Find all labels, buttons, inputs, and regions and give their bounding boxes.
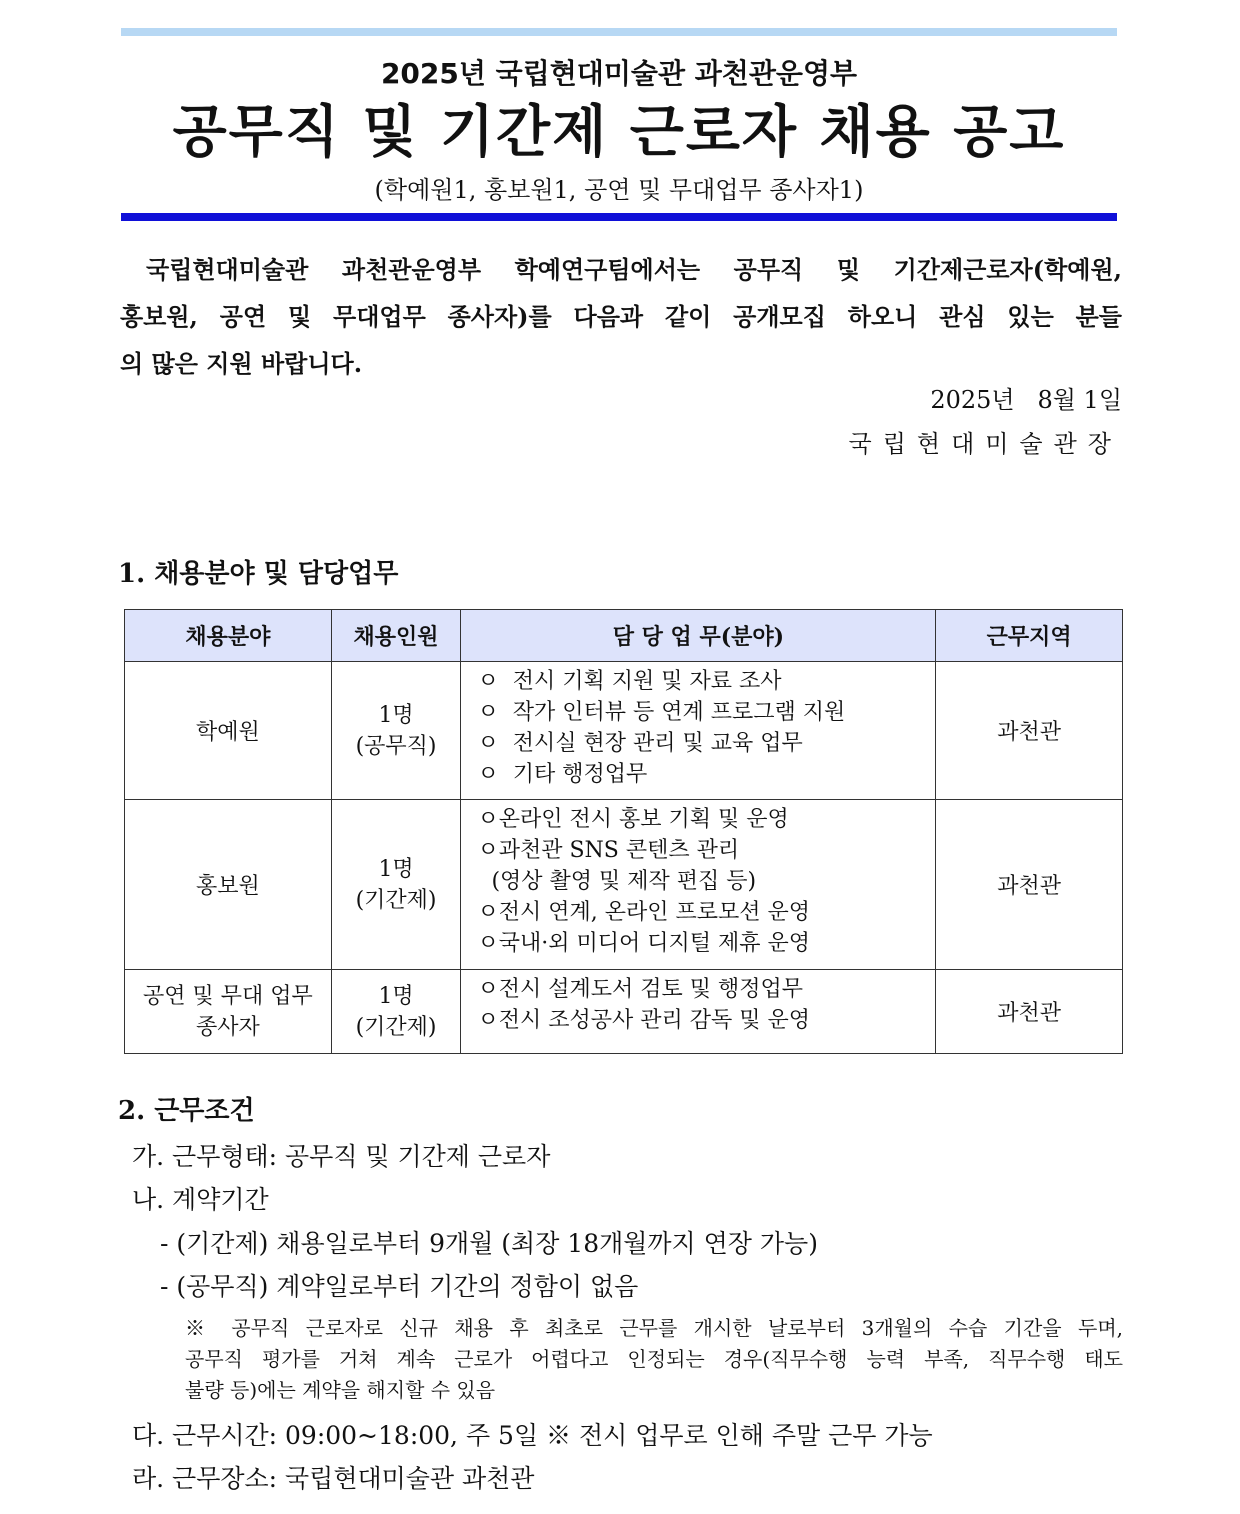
duty-item: ㅇ전시 설계도서 검토 및 행정업무 [477,977,803,1002]
cell-count [331,800,461,970]
intro-line3: 의 많은 지원 바랍니다. [120,349,363,378]
table-header-row [125,610,1123,662]
cell-duties [461,662,936,800]
condition-work-type: 가. 근무형태: 공무직 및 기간제 근로자 [132,1142,551,1171]
duty-item: (영상 촬영 및 제작 편집 등) [477,869,757,894]
announcement-date: 2025년 8월 1일 [930,386,1122,414]
cell-location: 과천관 [936,800,1123,970]
col-header-location: 근무지역 [936,610,1123,662]
jobs-table [124,609,1123,1054]
title-line1: 2025년 국립현대미술관 과천관운영부 [380,57,858,90]
duty-item: ㅇ 작가 인터뷰 등 연계 프로그램 지원 [477,700,846,725]
issuer: 국립현대미술관장 [848,430,1122,458]
count-value: 1명 [378,856,414,882]
header-bottom-bar [121,213,1117,221]
section2-heading: 2. 근무조건 [118,1096,255,1126]
employment-type: (기간제) [355,1014,437,1040]
employment-type: (공무직) [355,733,437,759]
note-line1: ※ 공무직 근로자로 신규 채용 후 최초로 근무를 개시한 날로부터 3개월의 수습 기간을 두며, [185,1316,1123,1340]
cell-count [331,970,461,1054]
duty-item: ㅇ전시 조성공사 관리 감독 및 운영 [477,1008,810,1033]
subtitle: (학예원1, 홍보원1, 공연 및 무대업무 종사자1) [374,176,864,204]
page-title: 공무직 및 기간제 근로자 채용 공고 [172,100,1066,165]
note-line3: 불량 등)에는 계약을 해지할 수 있음 [185,1378,496,1402]
count-value: 1명 [378,702,414,728]
duty-item: ㅇ과천관 SNS 콘텐츠 관리 [477,838,740,863]
condition-contract-period: 나. 계약기간 [132,1185,269,1214]
col-header-duties: 담 당 업 무(분야) [461,610,936,662]
duty-item: ㅇ 기타 행정업무 [477,762,648,787]
cell-field: 학예원 [125,662,332,800]
cell-duties [461,800,936,970]
cell-location: 과천관 [936,970,1123,1054]
contract-fixed-term: - (기간제) 채용일로부터 9개월 (최장 18개월까지 연장 가능) [160,1229,818,1258]
intro-line1: 국립현대미술관 과천관운영부 학예연구팀에서는 공무직 및 기간제근로자(학예원, [146,255,1122,284]
field-line2: 종사자 [195,1014,260,1040]
cell-location: 과천관 [936,662,1123,800]
cell-count [331,662,461,800]
table-row [125,800,1123,970]
header-top-bar [121,28,1117,36]
intro-paragraph [120,246,1122,387]
col-header-count: 채용인원 [331,610,461,662]
note-line2: 공무직 평가를 거쳐 계속 근로가 어렵다고 인정되는 경우(직무수행 능력 부족, 직무수행 태도 [185,1347,1123,1371]
count-value: 1명 [378,983,414,1009]
duty-item: ㅇ 전시 기획 지원 및 자료 조사 [477,669,782,694]
condition-work-hours: 다. 근무시간: 09:00~18:00, 주 5일 ※ 전시 업무로 인해 주말 근무 가능 [132,1421,933,1450]
duty-item: ㅇ국내·외 미디어 디지털 제휴 운영 [477,931,810,956]
cell-duties [461,970,936,1054]
duty-item: ㅇ전시 연계, 온라인 프로모션 운영 [477,900,810,925]
intro-line2: 홍보원, 공연 및 무대업무 종사자)를 다음과 같이 공개모집 하오니 관심 있는 분들 [120,302,1122,331]
condition-work-place: 라. 근무장소: 국립현대미술관 과천관 [132,1464,535,1493]
field-line1: 공연 및 무대 업무 [142,983,313,1009]
contract-permanent: - (공무직) 계약일로부터 기간의 정함이 없음 [160,1272,639,1301]
duty-item: ㅇ 전시실 현장 관리 및 교육 업무 [477,731,803,756]
table-row [125,662,1123,800]
section1-heading: 1. 채용분야 및 담당업무 [118,559,399,589]
duty-item: ㅇ온라인 전시 홍보 기획 및 운영 [477,807,789,832]
employment-type: (기간제) [355,887,437,913]
table-row [125,970,1123,1054]
cell-field [125,970,332,1054]
col-header-field: 채용분야 [125,610,332,662]
probation-note [185,1313,1123,1406]
cell-field: 홍보원 [125,800,332,970]
